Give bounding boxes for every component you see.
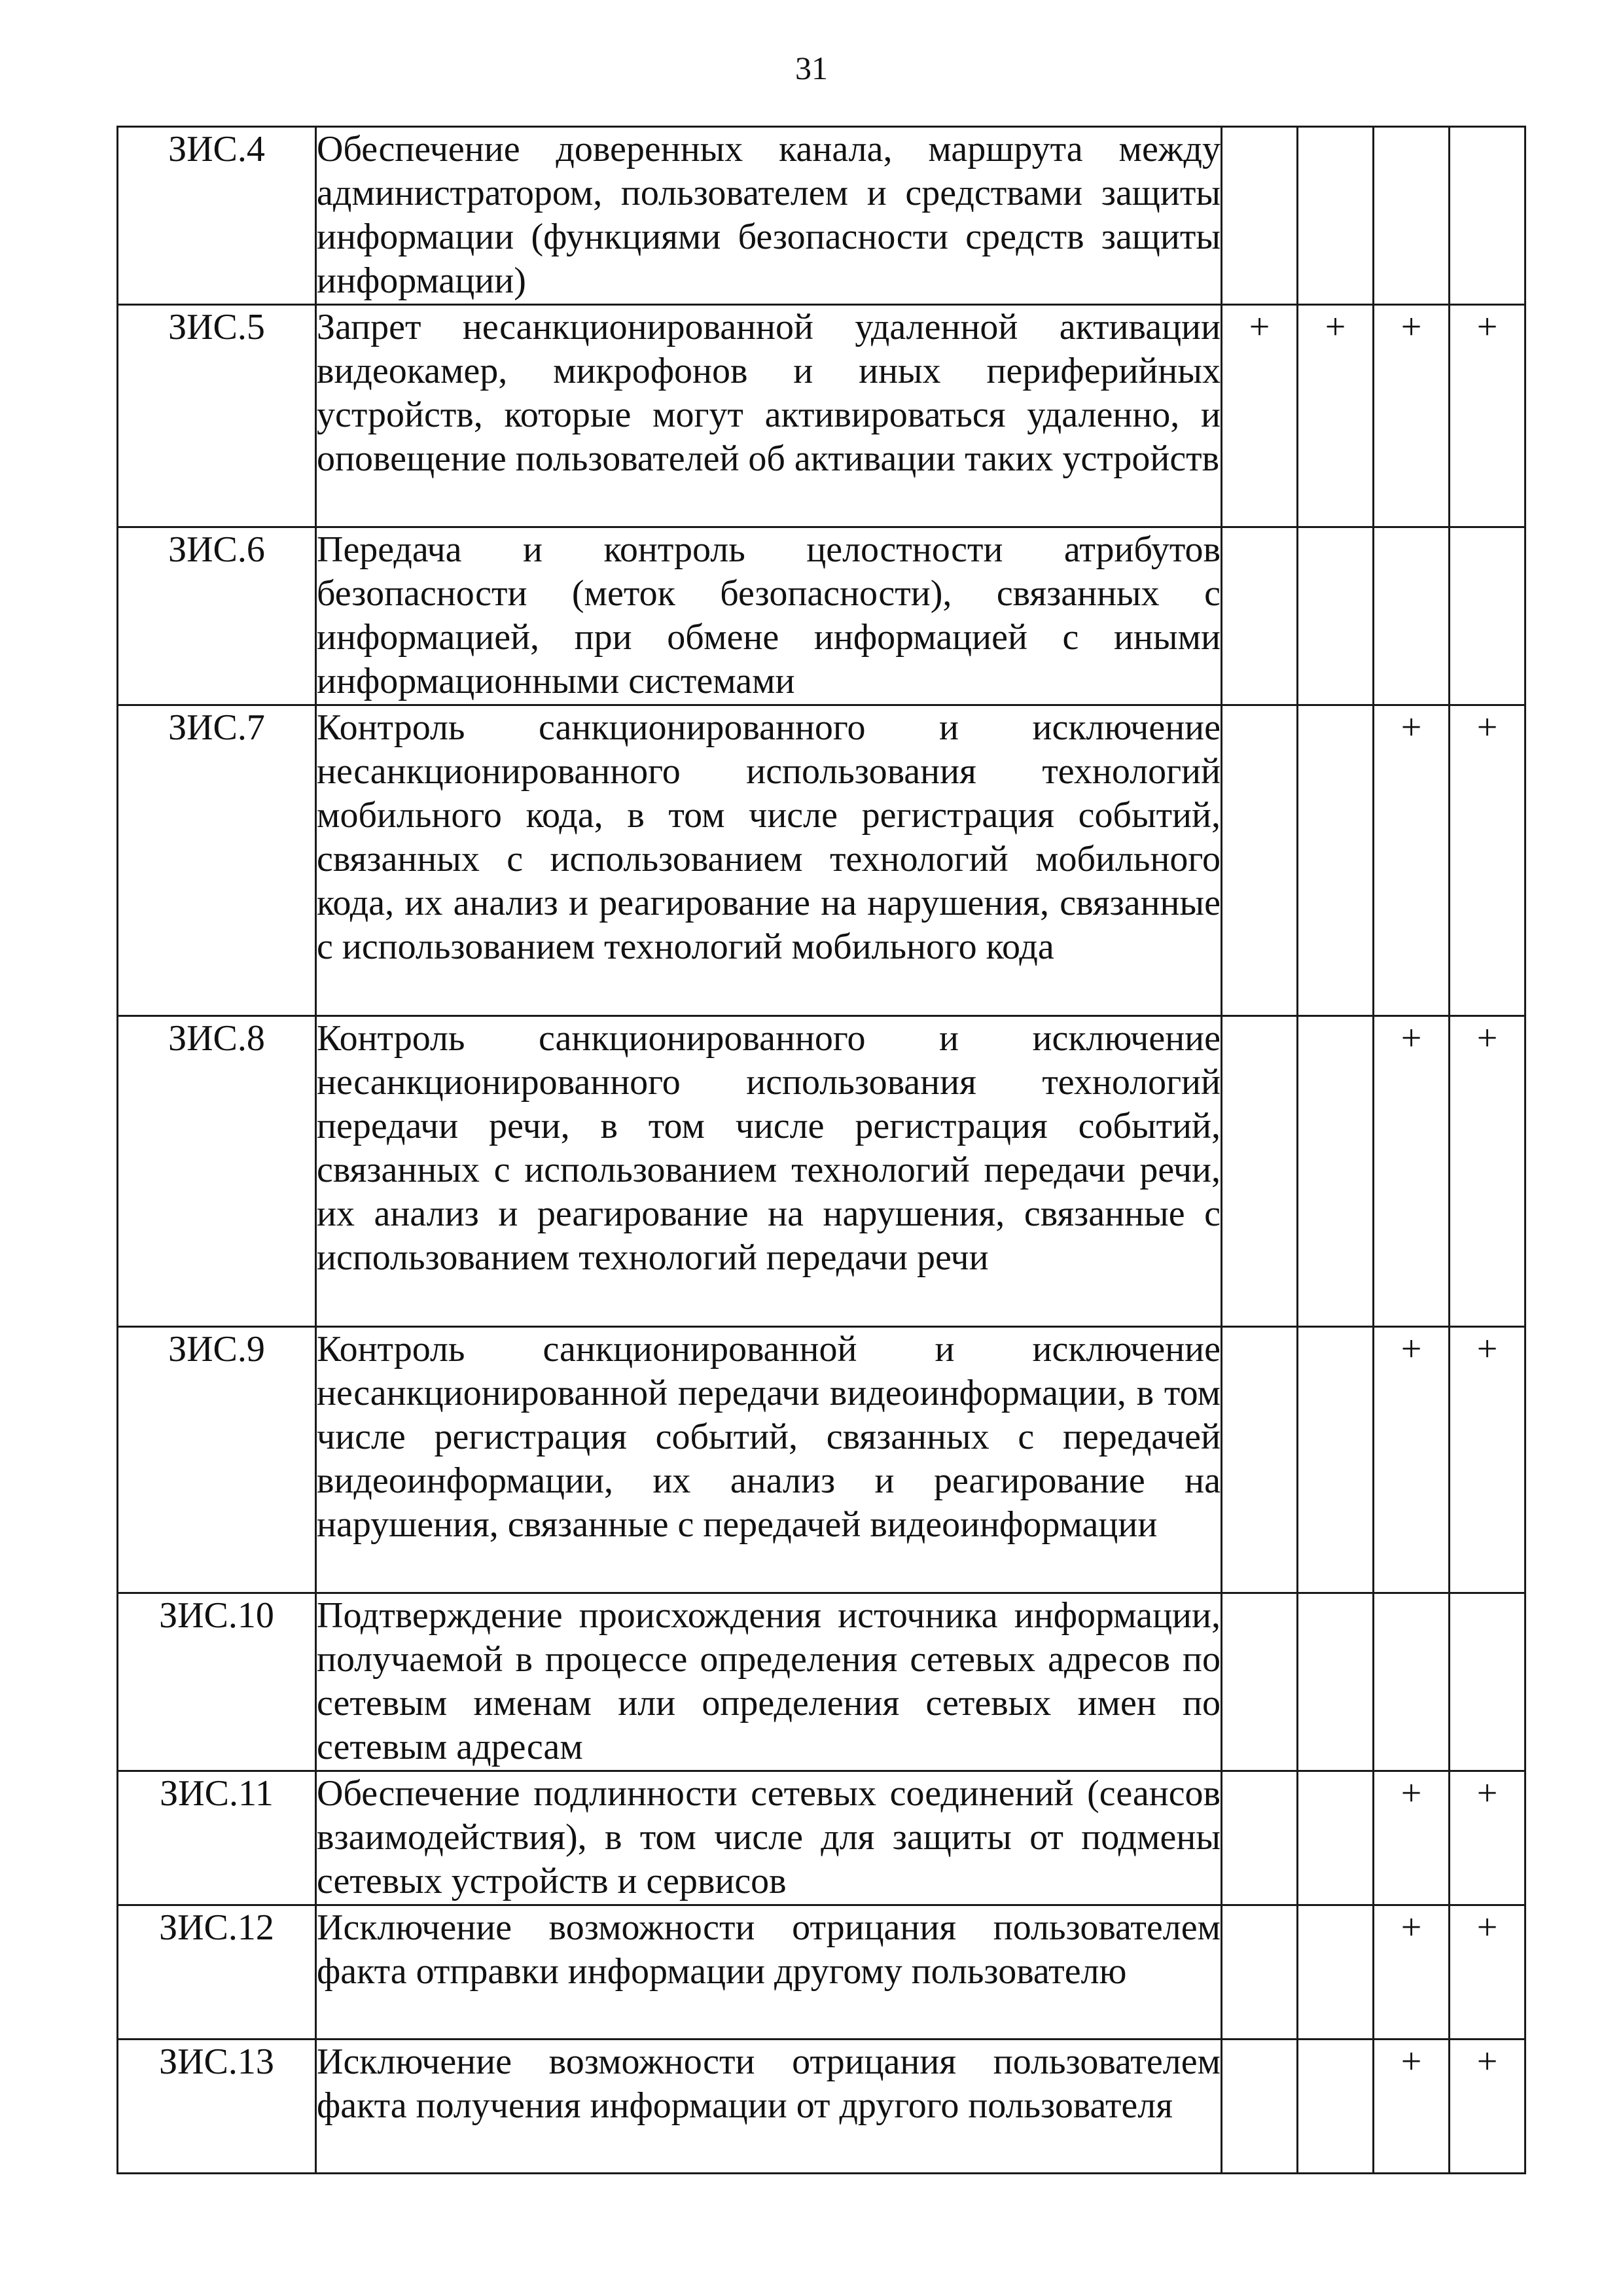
level-mark-1 [1222, 1593, 1298, 1771]
measure-description: Обеспечение подлинности сетевых соединений (сеансов взаимодействия), в том числе для защиты от подмены сетевых устройств и сервисов [316, 1771, 1222, 1905]
measure-code: ЗИС.12 [118, 1905, 316, 2040]
level-mark-1 [1222, 527, 1298, 705]
table-row [118, 1771, 1525, 1905]
measure-description: Контроль санкционированного и исключение несанкционированного использования технологий мобильного кода, в том числе регистрация событий, связанных с использованием технологий мобильного кода, их анализ и реагирование на нарушения, связанные с использованием технологий мобильного кода [316, 705, 1222, 1016]
measure-code: ЗИС.4 [118, 127, 316, 305]
level-mark-2 [1298, 1905, 1374, 2040]
measure-code: ЗИС.7 [118, 705, 316, 1016]
page-number: 31 [795, 50, 828, 86]
level-mark-2 [1298, 527, 1374, 705]
level-mark-1: + [1222, 305, 1298, 527]
measure-description: Обеспечение доверенных канала, маршрута между администратором, пользователем и средствами защиты информации (функциями безопасности средств защиты информации) [316, 127, 1222, 305]
level-mark-3 [1374, 527, 1450, 705]
level-mark-4 [1450, 127, 1525, 305]
measure-code: ЗИС.5 [118, 305, 316, 527]
level-mark-4 [1450, 1593, 1525, 1771]
measure-description: Контроль санкционированной и исключение несанкционированной передачи видеоинформации, в том числе регистрация событий, связанных с передачей видеоинформации, их анализ и реагирование на нарушения, связанные с передачей видеоинформации [316, 1327, 1222, 1593]
level-mark-2 [1298, 1016, 1374, 1327]
table-row [118, 705, 1525, 1016]
level-mark-4: + [1450, 1327, 1525, 1593]
level-mark-4: + [1450, 705, 1525, 1016]
measure-code: ЗИС.11 [118, 1771, 316, 1905]
table-row [118, 1593, 1525, 1771]
measure-description: Передача и контроль целостности атрибутов безопасности (меток безопасности), связанных с информацией, при обмене информацией с иными информационными системами [316, 527, 1222, 705]
measure-description: Исключение возможности отрицания пользователем факта отправки информации другому пользователю [316, 1905, 1222, 2040]
measure-code: ЗИС.8 [118, 1016, 316, 1327]
level-mark-4: + [1450, 305, 1525, 527]
level-mark-3: + [1374, 1016, 1450, 1327]
measure-code: ЗИС.6 [118, 527, 316, 705]
table-row [118, 1905, 1525, 2040]
table-row [118, 127, 1525, 305]
level-mark-2 [1298, 1327, 1374, 1593]
level-mark-1 [1222, 2040, 1298, 2174]
table-row [118, 2040, 1525, 2174]
level-mark-1 [1222, 1327, 1298, 1593]
level-mark-3 [1374, 1593, 1450, 1771]
level-mark-1 [1222, 1771, 1298, 1905]
level-mark-2 [1298, 1593, 1374, 1771]
level-mark-4: + [1450, 1016, 1525, 1327]
level-mark-1 [1222, 127, 1298, 305]
level-mark-1 [1222, 1905, 1298, 2040]
level-mark-4: + [1450, 2040, 1525, 2174]
level-mark-2 [1298, 1771, 1374, 1905]
level-mark-3: + [1374, 705, 1450, 1016]
level-mark-4 [1450, 527, 1525, 705]
level-mark-3: + [1374, 1771, 1450, 1905]
measure-code: ЗИС.10 [118, 1593, 316, 1771]
level-mark-3: + [1374, 2040, 1450, 2174]
level-mark-3: + [1374, 305, 1450, 527]
level-mark-3 [1374, 127, 1450, 305]
table-row [118, 1327, 1525, 1593]
level-mark-2 [1298, 705, 1374, 1016]
level-mark-1 [1222, 705, 1298, 1016]
level-mark-4: + [1450, 1771, 1525, 1905]
measure-description: Подтверждение происхождения источника информации, получаемой в процессе определения сетевых адресов по сетевым именам или определения сетевых имен по сетевым адресам [316, 1593, 1222, 1771]
measure-description: Контроль санкционированного и исключение несанкционированного использования технологий передачи речи, в том числе регистрация событий, связанных с использованием технологий передачи речи, их анализ и реагирование на нарушения, связанные с использованием технологий передачи речи [316, 1016, 1222, 1327]
level-mark-2: + [1298, 305, 1374, 527]
level-mark-1 [1222, 1016, 1298, 1327]
measure-description: Запрет несанкционированной удаленной активации видеокамер, микрофонов и иных периферийных устройств, которые могут активироваться удаленно, и оповещение пользователей об активации таких устройств [316, 305, 1222, 527]
measure-code: ЗИС.13 [118, 2040, 316, 2174]
level-mark-2 [1298, 2040, 1374, 2174]
measure-code: ЗИС.9 [118, 1327, 316, 1593]
table-row [118, 527, 1525, 705]
level-mark-2 [1298, 127, 1374, 305]
table-row [118, 305, 1525, 527]
table-row [118, 1016, 1525, 1327]
level-mark-3: + [1374, 1905, 1450, 2040]
level-mark-3: + [1374, 1327, 1450, 1593]
level-mark-4: + [1450, 1905, 1525, 2040]
measure-description: Исключение возможности отрицания пользователем факта получения информации от другого пользователя [316, 2040, 1222, 2174]
protection-measures-table [116, 126, 1526, 2174]
